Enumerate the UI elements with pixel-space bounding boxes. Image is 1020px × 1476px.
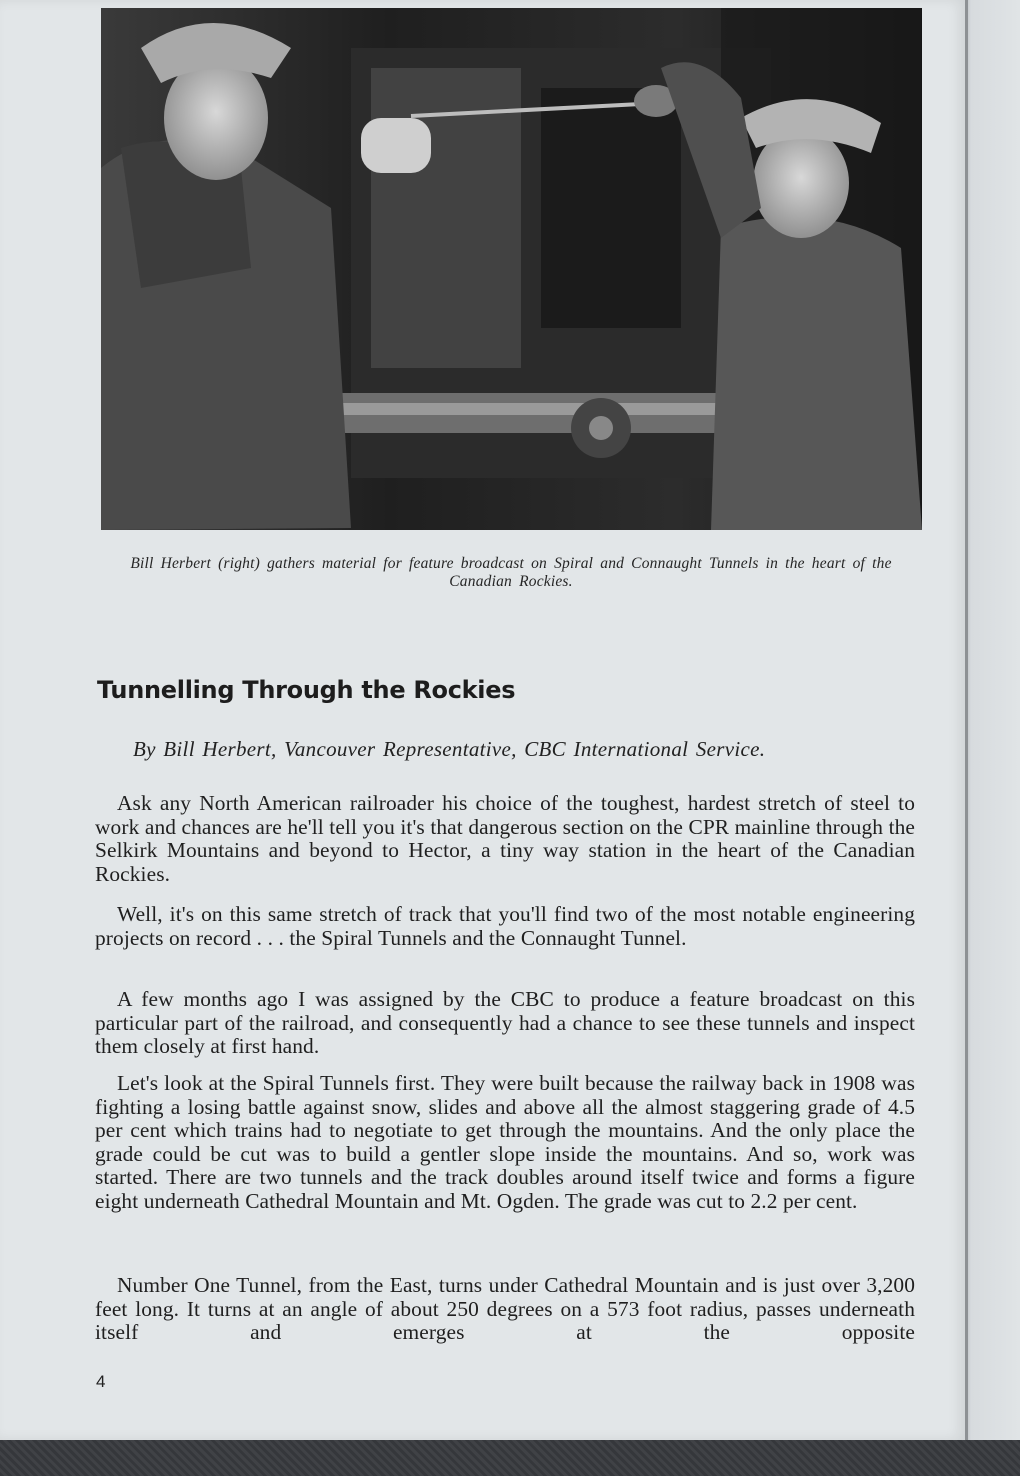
paragraph-1: Ask any North American railroader his choice of the toughest, hardest stretch of steel to work and chances are he'll tell you it's that dangerous section on the CPR mainline through the Selkirk Mountains and beyond to Hector, a tiny way station in the heart of the Canadian Rockies. bbox=[95, 791, 915, 886]
page-gutter bbox=[965, 0, 968, 1440]
article-byline: By Bill Herbert, Vancouver Representative, CBC International Service. bbox=[133, 737, 766, 761]
paragraph-3: A few months ago I was assigned by the CBC to produce a feature broadcast on this particular part of the railroad, and consequently had a chance to see these tunnels and inspect them closely at first hand. bbox=[95, 987, 915, 1059]
article-photo bbox=[101, 8, 922, 530]
background-surface bbox=[0, 1440, 1020, 1476]
paragraph-2: Well, it's on this same stretch of track that you'll find two of the most notable engineering projects on record . . . the Spiral Tunnels and the Connaught Tunnel. bbox=[95, 902, 915, 950]
photo-two-railway-workers-icon bbox=[101, 8, 922, 530]
paragraph-4: Let's look at the Spiral Tunnels first. They were built because the railway back in 1908 was fighting a losing battle against snow, slides and above all the almost staggering grade of 4.5 per cent which trains had to negotiate to get through the mountains. And the only place the grade could be cut was to build a gentler slope inside the mountains. And so, work was started. There are two tunnels and the track doubles around itself twice and forms a figure eight underneath Cathedral Mountain and Mt. Ogden. The grade was cut to 2.2 per cent. bbox=[95, 1071, 915, 1213]
article-title: Tunnelling Through the Rockies bbox=[97, 676, 516, 704]
paragraph-5: Number One Tunnel, from the East, turns under Cathedral Mountain and is just over 3,200 feet long. It turns at an angle of about 250 degrees on a 573 foot radius, passes underneath itself and emerges at the opposite bbox=[95, 1273, 915, 1345]
page-number: 4 bbox=[96, 1372, 106, 1391]
photo-caption: Bill Herbert (right) gathers material for feature broadcast on Spiral and Connaught Tunnels in the heart of the Canadian Rockies. bbox=[130, 555, 892, 590]
adjacent-page-edge bbox=[965, 0, 1020, 1440]
